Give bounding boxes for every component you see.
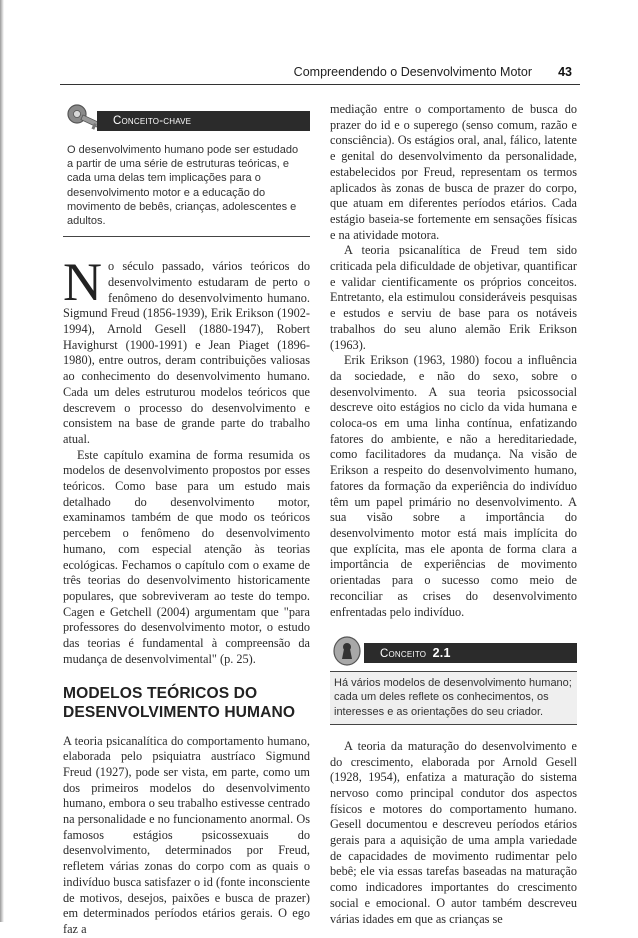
concept-label: Conceito (380, 648, 427, 661)
erikson-paragraph: Erik Erikson (1963, 1980) focou a influência da sociedade, e não do sexo, sobre o desenvolvimento. A sua teoria psicossocial descreve oito estágios no ciclo da vida humana e coloca-os em uma linha contínua, enfatizando fatores do ambiente, e não a hereditariedade, como facilitadores da mudança. Na visão de Erikson a respeito do desenvolvimento humano, fatores da formação da experiência do indivíduo têm um papel primário no desenvolvimento. A sua visão sobre a importância do desenvolvimento motor está mais implícita do que explícita, mas ele aponta de forma clara a importância de experiências de movimento orientadas para o sucesso como meio de reconciliar as crises do desenvolvimento enfrentadas pelo indivíduo. (330, 353, 577, 619)
concept-number: 2.1 (432, 646, 451, 661)
freud-paragraph: A teoria psicanalítica do comportamento humano, elaborada pelo psiquiatra austríaco Sigmund Freud (1927), pode ser vista, em parte, como um dos primeiros modelos do desenvolvimento humano, embora o seu trabalho estivesse centrado na personalidade e no funcionamento anormal. Os famosos estágios psicossexuais do desenvolvimento, determinados por Freud, refletem várias zonas do corpo com as quais o indivíduo busca satisfazer o id (fonte inconsciente de motivos, desejos, paixões e busca de prazer) em determinados períodos etários gerais. O ego faz a (63, 733, 310, 936)
gesell-paragraph: A teoria da maturação do desenvolvimento e do crescimento, elaborada por Arnold Gesell (1928, 1954), enfatiza a maturação do sistema nervoso como principal condutor dos aspectos físicos e motores do comportamento humano. Gesell documentou e descreveu períodos etários gerais para a aquisição de uma ampla variedade de capacidades de movimento rudimentar pelo bebê; ele via essas tarefas baseadas na maturação como indicadores importantes do crescimento social e emocional. O autor também descreveu várias idades em que as crianças se (330, 738, 577, 926)
concept-key-header (63, 102, 310, 136)
concept-2-1-text: Há vários modelos de desenvolvimento humano; cada um deles reflete os conhecimentos, os interesses e as orientações do seu criador. (330, 671, 577, 725)
concept-2-1-header (330, 634, 577, 668)
page-header (60, 60, 580, 85)
freud-critique-paragraph: A teoria psicanalítica de Freud tem sido criticada pela dificuldade de objetivar, quantificar e validar cientificamente os próprios conceitos. Entretanto, ela estimulou consideráveis pesquisas e estudos e serviu de base para os notáveis trabalhos do seu aluno alemão Erik Erikson (1963). (330, 243, 577, 352)
left-column (63, 102, 310, 938)
running-title: Compreendendo o Desenvolvimento Motor (293, 65, 532, 79)
concept-key-label: Conceito-chave (97, 111, 310, 131)
chapter-overview-paragraph: Este capítulo examina de forma resumida os modelos de desenvolvimento propostos por esses teóricos. Como base para um estudo mais detalhado do desenvolvimento motor, examinamos também de que modo os teóricos percebem o fenômeno do desenvolvimento humano, com especial atenção às teorias ecológicas. Fechamos o capítulo com o exame de três teorias do desenvolvimento historicamente populares, que sobreviveram ao teste do tempo. Cagen e Getchell (2004) argumentam que "para professores do desenvolvimento motor, o estudo das teorias é fundamental à compreensão da mudança de desenvolvimental" (p. 25). (63, 447, 310, 666)
freud-continuation-paragraph: mediação entre o comportamento de busca do prazer do id e o superego (senso comum, razão e consciência). Os estágios oral, anal, fálico, latente e genital do desenvolvimento da personalidade, estabelecidos por Freud, representam os termos aplicados às zonas de busca de prazer do corpo, que atuam em diferentes períodos etários. Cada estágio baseia-se fortemente em sensações físicas e na atividade motora. (330, 102, 577, 242)
intro-paragraph-text: o século passado, vários teóricos do desenvolvimento estudaram de perto o fenômeno do desenvolvimento humano. Sigmund Freud (1856-1939), Erik Erikson (1902-1994), Arnold Gesell (1880-1947), Robert Havighurst (1900-1991) e Jean Piaget (1896-1980), entre outros, deram contribuições valiosas ao conhecimento do desenvolvimento humano. Cada um deles estruturou modelos teóricos que descrevem o processo do desenvolvimento e consistem na base de grande parte do trabalho atual. (63, 259, 310, 446)
concept-2-1-label (364, 643, 577, 663)
page-number: 43 (558, 65, 572, 79)
intro-paragraph (63, 252, 310, 447)
drop-cap: N (63, 252, 102, 313)
section-heading: MODELOS TEÓRICOS DO DESENVOLVIMENTO HUMANO (63, 684, 296, 721)
concept-key-text: O desenvolvimento humano pode ser estudado a partir de uma série de estruturas teóricas, e cada uma delas tem implicações para o desenvolvimento motor e a educação do movimento de bebês, crianças, adolescentes e adultos. (63, 139, 310, 237)
right-column (330, 102, 577, 927)
scan-edge-shadow (0, 0, 4, 922)
